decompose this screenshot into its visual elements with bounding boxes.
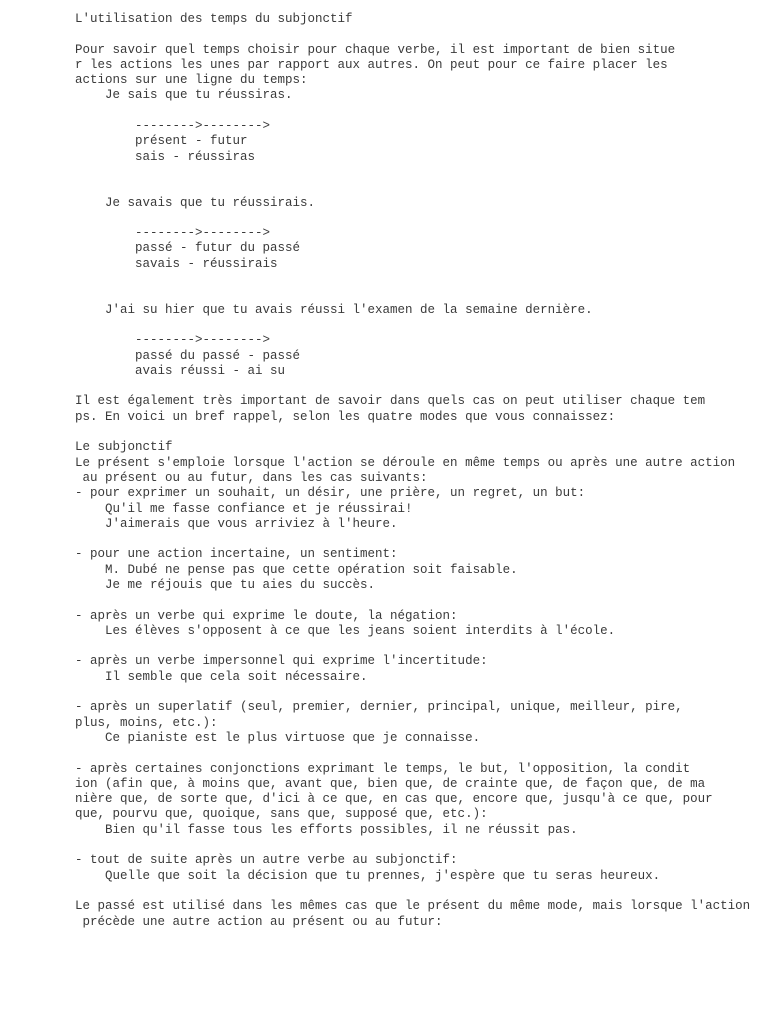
doc-line	[75, 318, 755, 333]
doc-line: J'aimerais que vous arriviez à l'heure.	[75, 516, 398, 531]
doc-line	[75, 593, 755, 608]
doc-line: avais réussi - ai su	[75, 363, 286, 378]
doc-line: Qu'il me fasse confiance et je réussirai!	[75, 501, 413, 516]
doc-title: L'utilisation des temps du subjonctif	[75, 12, 353, 26]
doc-line: savais - réussirais	[75, 256, 278, 271]
doc-line: nière que, de sorte que, d'ici à ce que, en cas que, encore que, jusqu'à ce que, pour	[75, 792, 713, 807]
doc-line: - après un verbe qui exprime le doute, la négation:	[75, 608, 458, 623]
doc-line	[75, 425, 755, 440]
doc-line: actions sur une ligne du temps:	[75, 73, 308, 88]
doc-line	[75, 685, 755, 700]
doc-line: passé - futur du passé	[75, 241, 301, 256]
doc-line	[75, 27, 755, 42]
doc-line: sais - réussiras	[75, 149, 256, 164]
doc-line: Le passé est utilisé dans les mêmes cas que le présent du même mode, mais lorsque l'action	[75, 899, 751, 914]
doc-line: Je me réjouis que tu aies du succès.	[75, 577, 376, 592]
doc-line	[75, 165, 755, 180]
document-page	[75, 12, 755, 930]
doc-line: Je sais que tu réussiras.	[75, 88, 293, 103]
timeline-arrow: -------->-------->	[75, 226, 271, 241]
doc-line: Le présent s'emploie lorsque l'action se déroule en même temps ou après une autre action	[75, 455, 736, 470]
doc-line: Il semble que cela soit nécessaire.	[75, 669, 368, 684]
doc-line: - après un superlatif (seul, premier, dernier, principal, unique, meilleur, pire,	[75, 700, 683, 715]
doc-line: Les élèves s'opposent à ce que les jeans soient interdits à l'école.	[75, 623, 616, 638]
doc-line: Pour savoir quel temps choisir pour chaque verbe, il est important de bien situe	[75, 42, 676, 57]
doc-line: présent - futur	[75, 134, 248, 149]
doc-line	[75, 379, 755, 394]
doc-line	[75, 884, 755, 899]
doc-line: ion (afin que, à moins que, avant que, bien que, de crainte que, de façon que, de ma	[75, 776, 706, 791]
doc-line: au présent ou au futur, dans les cas suivants:	[75, 470, 428, 485]
doc-line: plus, moins, etc.):	[75, 715, 218, 730]
doc-line	[75, 532, 755, 547]
section-heading: Le subjonctif	[75, 440, 173, 455]
doc-line: - pour exprimer un souhait, un désir, une prière, un regret, un but:	[75, 486, 586, 501]
doc-line: - tout de suite après un autre verbe au subjonctif:	[75, 853, 458, 868]
doc-line: J'ai su hier que tu avais réussi l'examen de la semaine dernière.	[75, 302, 593, 317]
doc-line: passé du passé - passé	[75, 348, 301, 363]
doc-line	[75, 211, 755, 226]
doc-line: Quelle que soit la décision que tu prennes, j'espère que tu seras heureux.	[75, 868, 661, 883]
doc-line	[75, 287, 755, 302]
doc-line: Je savais que tu réussirais.	[75, 195, 316, 210]
doc-line: M. Dubé ne pense pas que cette opération soit faisable.	[75, 562, 518, 577]
doc-line: Bien qu'il fasse tous les efforts possibles, il ne réussit pas.	[75, 822, 578, 837]
doc-line: que, pourvu que, quoique, sans que, supposé que, etc.):	[75, 807, 488, 822]
doc-line: ps. En voici un bref rappel, selon les quatre modes que vous connaissez:	[75, 409, 616, 424]
doc-line: - pour une action incertaine, un sentiment:	[75, 547, 398, 562]
doc-line	[75, 639, 755, 654]
doc-line: - après certaines conjonctions exprimant le temps, le but, l'opposition, la condit	[75, 761, 691, 776]
doc-line	[75, 180, 755, 195]
timeline-arrow: -------->-------->	[75, 333, 271, 348]
doc-line	[75, 272, 755, 287]
doc-line: - après un verbe impersonnel qui exprime l'incertitude:	[75, 654, 488, 669]
doc-line	[75, 746, 755, 761]
timeline-arrow: -------->-------->	[75, 119, 271, 134]
doc-line	[75, 838, 755, 853]
doc-line	[75, 104, 755, 119]
doc-line: r les actions les unes par rapport aux autres. On peut pour ce faire placer les	[75, 57, 668, 72]
doc-line: précède une autre action au présent ou au futur:	[75, 914, 443, 929]
doc-line: Ce pianiste est le plus virtuose que je connaisse.	[75, 730, 481, 745]
doc-line: Il est également très important de savoir dans quels cas on peut utiliser chaque tem	[75, 394, 706, 409]
